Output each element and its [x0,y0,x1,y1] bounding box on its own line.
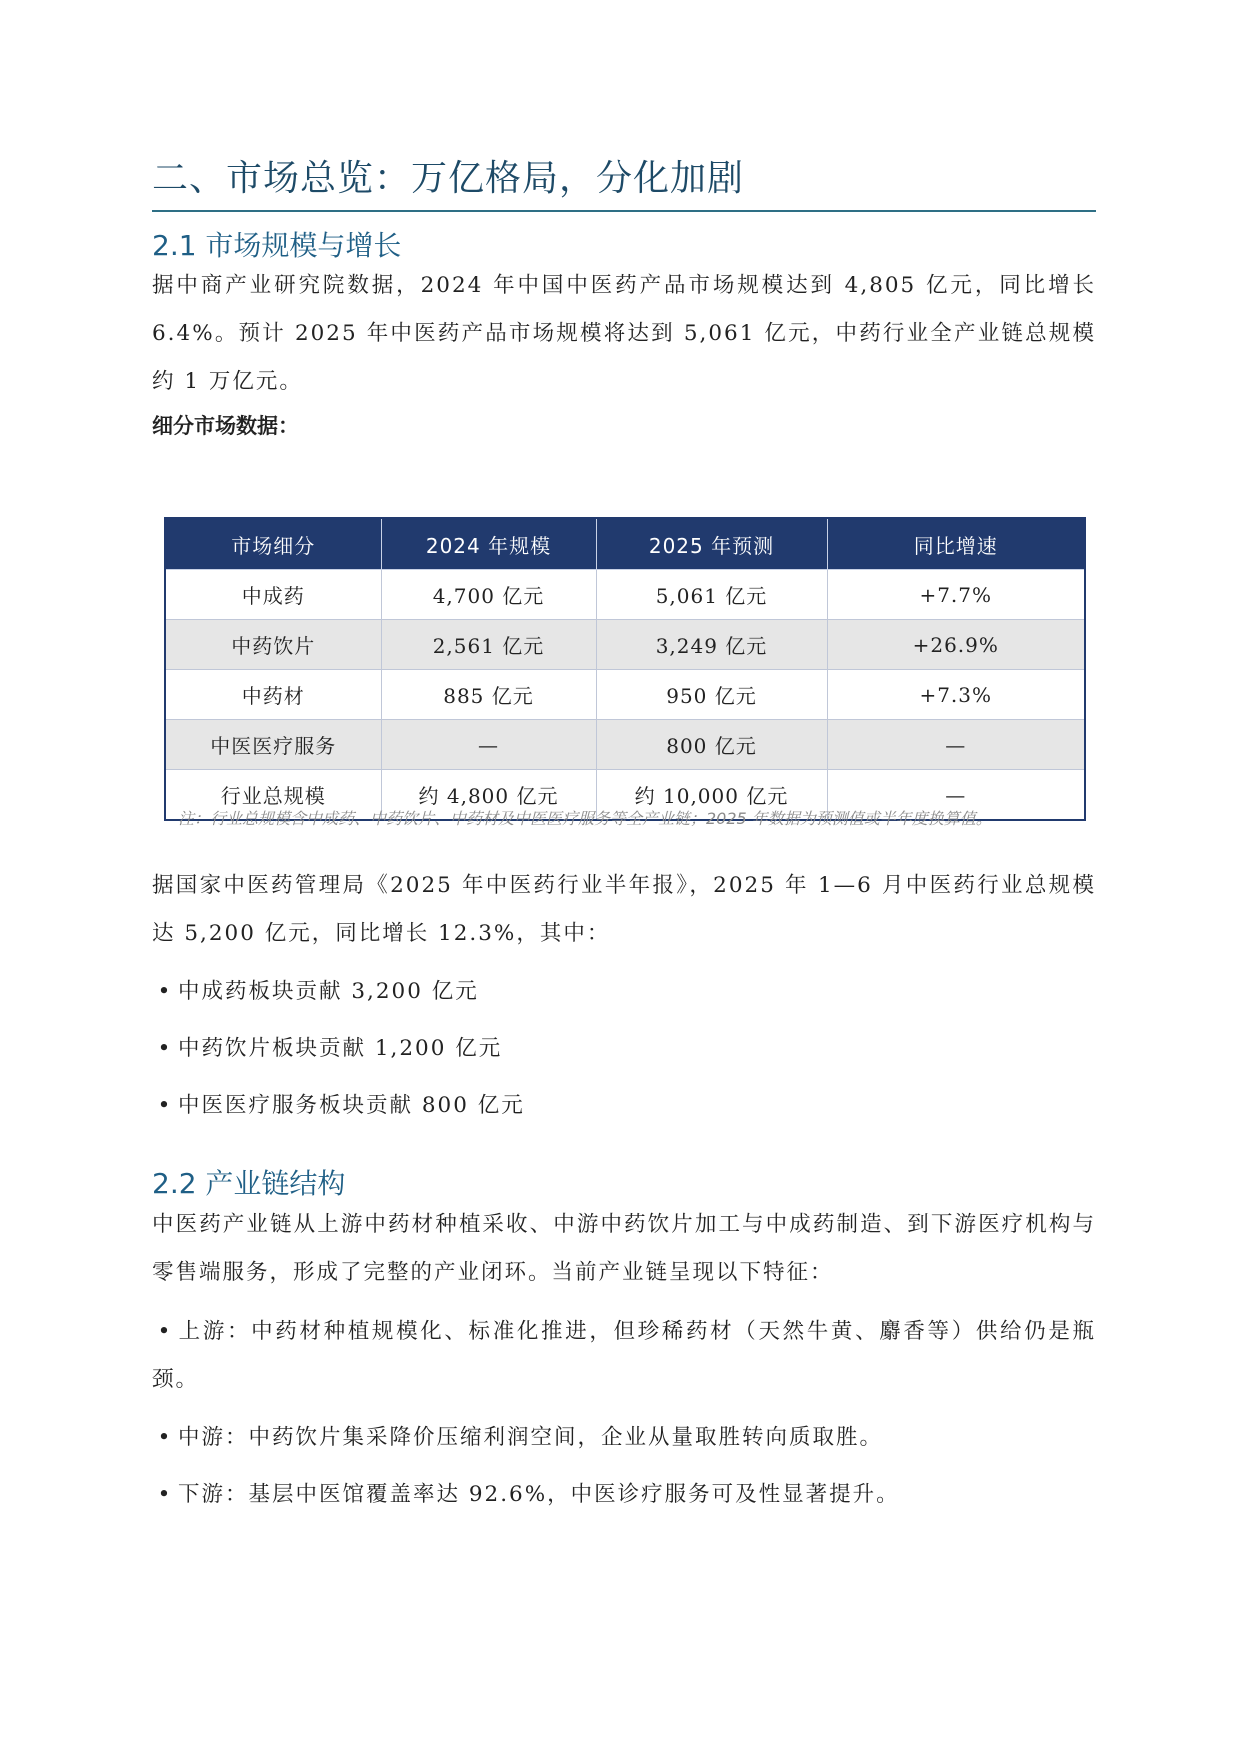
list-item-text: 上游：中药材种植规模化、标准化推进，但珍稀药材（天然牛黄、麝香等）供给仍是瓶颈。 [152,1319,1096,1392]
table-cell: 行业总规模 [165,770,381,821]
table-row [165,620,1085,670]
bullet-icon: • [157,1093,173,1118]
market-size-paragraph: 据中商产业研究院数据，2024 年中国中医药产品市场规模达到 4,805 亿元，同比增长 6.4%。预计 2025 年中医药产品市场规模将达到 5,061 亿元，中药行业全产业链总规模约 1 万亿元。 [152,273,1096,394]
list-item [152,1082,1096,1130]
table-cell: +7.7% [827,570,1085,620]
list-item-text: 中药饮片板块贡献 1,200 亿元 [178,1036,503,1061]
table-cell: — [381,720,596,770]
table-cell: +26.9% [827,620,1085,670]
table-header-cell: 2024 年规模 [381,518,596,570]
industry-chain-paragraph: 中医药产业链从上游中药材种植采收、中游中药饮片加工与中成药制造、到下游医疗机构与零售端服务，形成了完整的产业闭环。当前产业链呈现以下特征： [152,1212,1096,1285]
list-item [152,968,1096,1016]
table-cell: 中医医疗服务 [165,720,381,770]
half-year-paragraph: 据国家中医药管理局《2025 年中医药行业半年报》，2025 年 1—6 月中医药行业总规模达 5,200 亿元，同比增长 12.3%，其中： [152,873,1096,946]
list-item [152,1308,1096,1404]
table-cell: 中成药 [165,570,381,620]
table-row [165,670,1085,720]
table-header-row [165,518,1085,570]
table-cell: 2,561 亿元 [381,620,596,670]
table-cell: 约 10,000 亿元 [596,770,827,821]
table-header-cell: 同比增速 [827,518,1085,570]
section-title-rule [152,210,1096,212]
list-item-text: 中游：中药饮片集采降价压缩利润空间，企业从量取胜转向质取胜。 [178,1425,884,1450]
segment-market-table [164,517,1086,821]
bullet-icon: • [157,1036,173,1061]
table-cell: 800 亿元 [596,720,827,770]
list-item [152,1025,1096,1073]
table-note: 注：行业总规模含中成药、中药饮片、中药材及中医医疗服务等全产业链；2025 年数据为预测值或半年度换算值。 [178,809,992,828]
table-cell: — [827,720,1085,770]
table-cell: 中药材 [165,670,381,720]
table-cell: 5,061 亿元 [596,570,827,620]
table-header-cell: 市场细分 [165,518,381,570]
bullet-icon: • [157,1319,173,1344]
table-row [165,570,1085,620]
list-item-text: 中医医疗服务板块贡献 800 亿元 [178,1093,525,1118]
list-item [152,1414,1096,1462]
segment-data-subhead: 细分市场数据： [152,414,299,438]
table-cell: 4,700 亿元 [381,570,596,620]
list-item-text: 中成药板块贡献 3,200 亿元 [178,979,479,1004]
table-cell: — [827,770,1085,821]
list-item-text: 下游：基层中医馆覆盖率达 92.6%，中医诊疗服务可及性显著提升。 [178,1482,900,1507]
table-cell: 3,249 亿元 [596,620,827,670]
subsection-heading-2-2: 2.2 产业链结构 [152,1167,346,1200]
list-item [152,1471,1096,1519]
section-title: 二、市场总览：万亿格局，分化加剧 [152,158,745,199]
bullet-icon: • [157,1425,173,1450]
table-cell: 约 4,800 亿元 [381,770,596,821]
table-row [165,720,1085,770]
table-cell: +7.3% [827,670,1085,720]
table-header-cell: 2025 年预测 [596,518,827,570]
table-cell: 中药饮片 [165,620,381,670]
table-cell: 950 亿元 [596,670,827,720]
subsection-heading-2-1: 2.1 市场规模与增长 [152,229,402,262]
bullet-icon: • [157,1482,173,1507]
bullet-icon: • [157,979,173,1004]
table-cell: 885 亿元 [381,670,596,720]
